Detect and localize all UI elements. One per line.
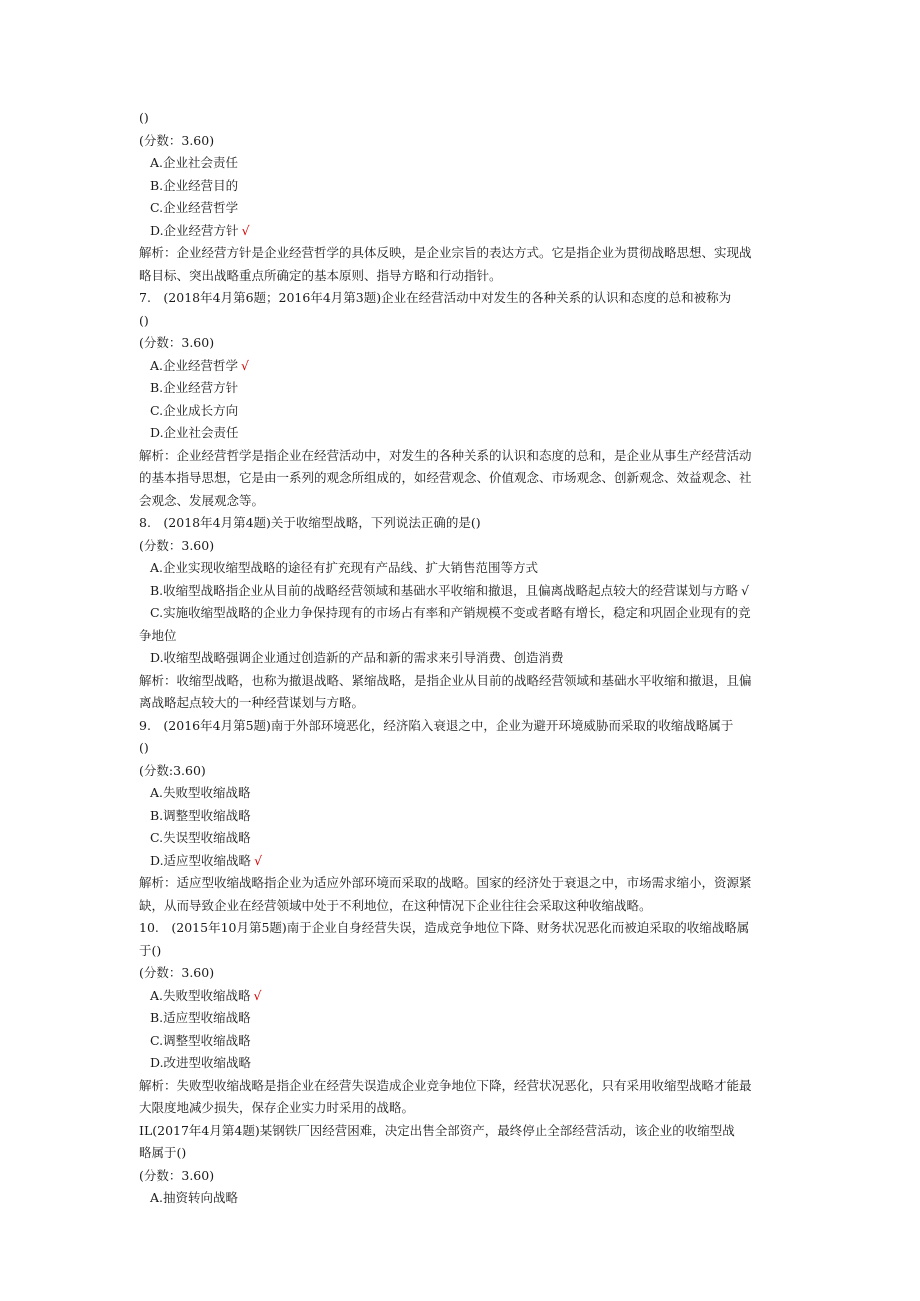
q6-explanation-line-1: 解析：企业经营方针是企业经营哲学的具体反映，是企业宗旨的表达方式。它是指企业为贯彻战略思想、实现战: [139, 245, 752, 260]
q7-stem-line-1: 7. (2018年4月第6题；2016年4月第3题)企业在经营活动中对发生的各种关系的认识和态度的总和被称为: [139, 290, 732, 305]
q7-option-a: [150, 355, 783, 378]
q10-option-b: B.适应型收缩战略: [150, 1010, 251, 1025]
check-mark-icon: √: [254, 853, 263, 868]
q8-option-c-cont: 争地位: [139, 628, 177, 643]
q7-explanation-line-3: 会观念、发展观念等。: [139, 493, 265, 508]
q7-option-b: B.企业经营方针: [150, 380, 239, 395]
q9-option-d: [150, 850, 783, 873]
q8-option-d: D.收缩型战略强调企业通过创造新的产品和新的需求来引导消费、创造消费: [150, 650, 564, 665]
q10-option-a-text: A.失败型收缩战略: [150, 988, 251, 1003]
q10-stem-line-2: 于(): [139, 943, 162, 958]
q9-stem-line-1: 9. (2016年4月第5题)南于外部环境恶化，经济陷入衰退之中，企业为避开环境威胁而采取的收缩战略属于: [139, 718, 734, 733]
q6-option-b: B.企业经营目的: [150, 178, 239, 193]
q10-option-c: C.调整型收缩战略: [150, 1033, 251, 1048]
q7-option-c: C.企业成长方向: [150, 403, 239, 418]
q6-option-a: A.企业社会责任: [150, 155, 239, 170]
check-mark-icon: √: [241, 223, 250, 238]
q7-explanation-line-2: 的基本指导思想，它是由一系列的观念所组成的，如经营观念、价值观念、市场观念、创新观念、效益观念、社: [139, 470, 752, 485]
q6-score: (分数：3.60): [139, 133, 215, 148]
q11-stem-line-1: IL(2017年4月第4题)某钢铁厂因经营困难，决定出售全部资产，最终停止全部经营活动，该企业的收缩型战: [139, 1123, 735, 1138]
q8-score: (分数：3.60): [139, 538, 215, 553]
q9-option-b: B.调整型收缩战略: [150, 808, 251, 823]
q8-stem: 8. (2018年4月第4题)关于收缩型战略，下列说法正确的是(): [139, 515, 481, 530]
q10-stem-line-1: 10. (2015年10月第5题)南于企业自身经营失误，造成竞争地位下降、财务状况恶化而被迫采取的收缩战略属: [139, 920, 750, 935]
q10-option-d: D.改进型收缩战略: [150, 1055, 252, 1070]
q7-explanation-line-1: 解析：企业经营哲学是指企业在经营活动中，对发生的各种关系的认识和态度的总和，是企业从事生产经营活动: [139, 448, 752, 463]
q10-option-a: [150, 985, 783, 1008]
q6-stem-end: (): [139, 110, 149, 125]
q9-explanation-line-2: 缺，从而导致企业在经营领域中处于不利地位，在这种情况下企业往往会采取这种收缩战略。: [139, 898, 652, 913]
q9-option-c: C.失误型收缩战略: [150, 830, 251, 845]
q11-score: (分数：3.60): [139, 1168, 215, 1183]
q7-option-a-text: A.企业经营哲学: [150, 358, 239, 373]
q8-option-b: [150, 580, 783, 603]
q9-stem-line-2: (): [139, 740, 149, 755]
q8-option-c: C.实施收缩型战略的企业力争保持现有的市场占有率和产销规模不变或者略有增长，稳定和巩固企业现有的竞: [150, 605, 751, 620]
q7-option-d: D.企业社会责任: [150, 425, 239, 440]
check-mark-icon: √: [241, 358, 249, 373]
q6-explanation-line-2: 略目标、突出战略重点所确定的基本原则、指导方略和行动指针。: [139, 268, 502, 283]
q9-explanation-line-1: 解析：适应型收缩战略指企业为适应外部环境而采取的战略。国家的经济处于衰退之中，市场需求缩小，资源紧: [139, 875, 752, 890]
q10-explanation-line-2: 大限度地减少损失，保存企业实力时采用的战略。: [139, 1100, 415, 1115]
q6-option-d: [150, 220, 783, 243]
q8-option-a: A.企业实现收缩型战略的途径有扩充现有产品线、扩大销售范围等方式: [150, 560, 539, 575]
q11-option-a: A.抽资转向战略: [150, 1190, 239, 1205]
q9-option-a: A.失败型收缩战略: [150, 785, 251, 800]
q9-score: (分数:3.60): [139, 763, 206, 778]
q10-explanation-line-1: 解析：失败型收缩战略是指企业在经营失误造成企业竞争地位下降，经营状况恶化，只有采用收缩型战略才能最: [139, 1078, 752, 1093]
q7-score: (分数：3.60): [139, 335, 215, 350]
q10-score: (分数：3.60): [139, 965, 215, 980]
check-mark-icon: √: [253, 988, 262, 1003]
q8-explanation-line-1: 解析：收缩型战略，也称为撤退战略、紧缩战略，是指企业从目前的战略经营领域和基础水平收缩和撤退，且偏: [139, 673, 752, 688]
q6-option-c: C.企业经营哲学: [150, 200, 239, 215]
q11-stem-line-2: 略属于(): [139, 1145, 187, 1160]
q7-stem-line-2: (): [139, 313, 149, 328]
q9-option-d-text: D.适应型收缩战略: [150, 853, 252, 868]
q6-option-d-text: D.企业经营方针: [150, 223, 239, 238]
q8-option-b-text: B.收缩型战略指企业从目前的战略经营领域和基础水平收缩和撤退，且偏离战略起点较大的经营谋划与方略: [150, 583, 739, 598]
q8-explanation-line-2: 离战略起点较大的一种经营谋划与方略。: [139, 695, 365, 710]
check-mark-icon: √: [741, 583, 750, 598]
